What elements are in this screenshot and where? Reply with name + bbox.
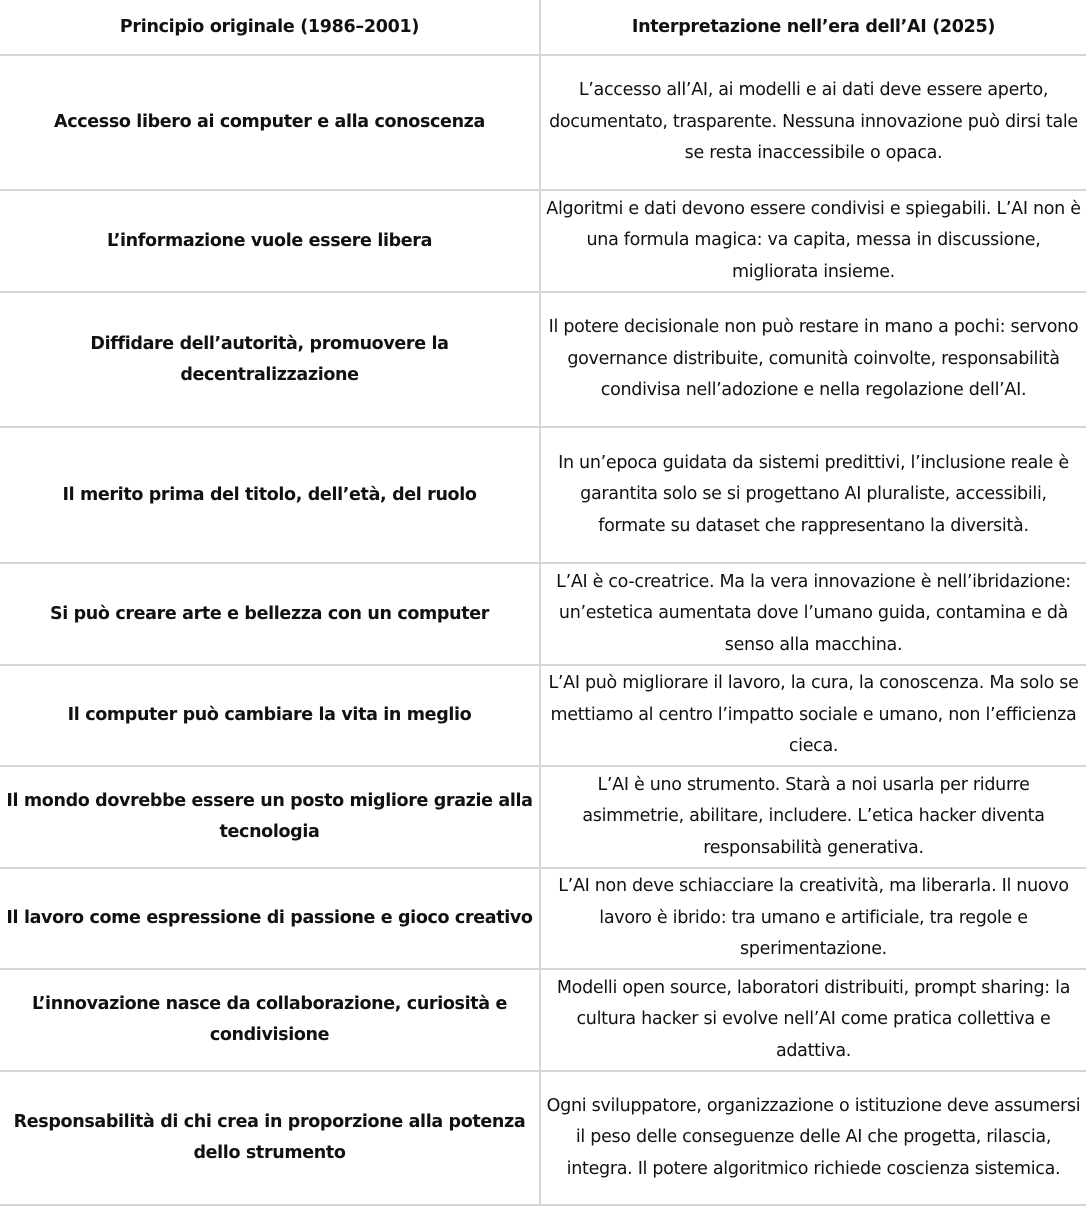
interpretation-cell: L’AI può migliorare il lavoro, la cura, la conoscenza. Ma solo se mettiamo al centro l’impatto sociale e umano, non l’efficienza cieca. [540,665,1086,766]
table-row [0,292,1086,427]
table-header-row [0,0,1086,55]
interpretation-cell: In un’epoca guidata da sistemi predittivi, l’inclusione reale è garantita solo se si progettano AI pluraliste, accessibili, formate su dataset che rappresentano la diversità. [540,427,1086,563]
interpretation-cell: L’AI non deve schiacciare la creatività, ma liberarla. Il nuovo lavoro è ibrido: tra umano e artificiale, tra regole e sperimentazione. [540,868,1086,969]
principle-cell: L’informazione vuole essere libera [0,190,540,292]
table-row [0,55,1086,190]
principle-cell: Il lavoro come espressione di passione e gioco creativo [0,868,540,969]
table-row [0,868,1086,969]
principle-cell: Il merito prima del titolo, dell’età, del ruolo [0,427,540,563]
principle-cell: Il computer può cambiare la vita in meglio [0,665,540,766]
table-row [0,427,1086,563]
table-row [0,1071,1086,1205]
principle-cell: Il mondo dovrebbe essere un posto migliore grazie alla tecnologia [0,766,540,868]
principle-cell: Si può creare arte e bellezza con un computer [0,563,540,665]
table-row [0,563,1086,665]
interpretation-cell: L’AI è uno strumento. Starà a noi usarla per ridurre asimmetrie, abilitare, includere. L’etica hacker diventa responsabilità generativa. [540,766,1086,868]
column-header-original-principle: Principio originale (1986–2001) [0,0,540,55]
table-row [0,766,1086,868]
principle-cell: Responsabilità di chi crea in proporzione alla potenza dello strumento [0,1071,540,1205]
interpretation-cell: Modelli open source, laboratori distribuiti, prompt sharing: la cultura hacker si evolve nell’AI come pratica collettiva e adattiva. [540,969,1086,1071]
table-row [0,665,1086,766]
interpretation-cell: Algoritmi e dati devono essere condivisi e spiegabili. L’AI non è una formula magica: va capita, messa in discussione, migliorata insieme. [540,190,1086,292]
interpretation-cell: Ogni sviluppatore, organizzazione o istituzione deve assumersi il peso delle conseguenze delle AI che progetta, rilascia, integra. Il potere algoritmico richiede coscienza sistemica. [540,1071,1086,1205]
interpretation-cell: Il potere decisionale non può restare in mano a pochi: servono governance distribuite, comunità coinvolte, responsabilità condivisa nell’adozione e nella regolazione dell’AI. [540,292,1086,427]
table-row [0,190,1086,292]
interpretation-cell: L’accesso all’AI, ai modelli e ai dati deve essere aperto, documentato, trasparente. Nessuna innovazione può dirsi tale se resta inaccessibile o opaca. [540,55,1086,190]
table-row [0,969,1086,1071]
interpretation-cell: L’AI è co-creatrice. Ma la vera innovazione è nell’ibridazione: un’estetica aumentata dove l’umano guida, contamina e dà senso alla macchina. [540,563,1086,665]
principle-cell: L’innovazione nasce da collaborazione, curiosità e condivisione [0,969,540,1071]
principle-cell: Diffidare dell’autorità, promuovere la decentralizzazione [0,292,540,427]
column-header-ai-era-interpretation: Interpretazione nell’era dell’AI (2025) [540,0,1086,55]
principle-cell: Accesso libero ai computer e alla conoscenza [0,55,540,190]
